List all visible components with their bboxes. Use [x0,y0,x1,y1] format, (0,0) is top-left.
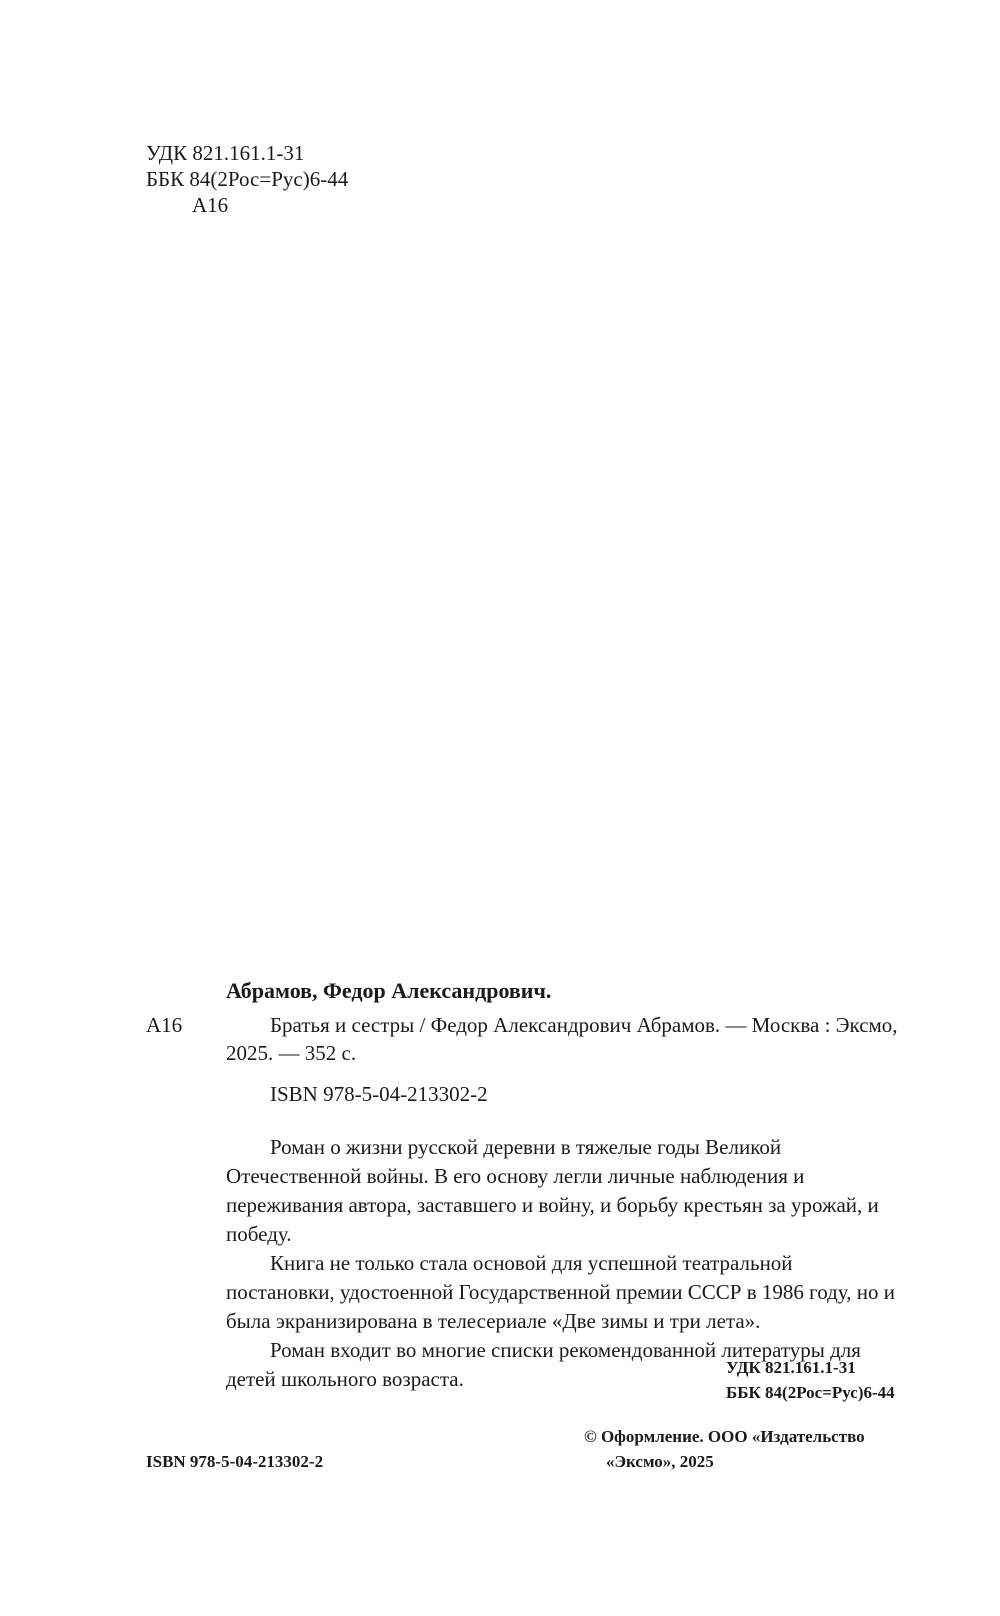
bbk-code: ББК 84(2Рос=Рус)6-44 [146,167,349,191]
card-isbn: ISBN 978-5-04-213302-2 [270,1082,488,1106]
top-classification-codes [146,140,348,218]
card-author-sign: А16 [146,1013,183,1037]
copyright-notice [584,1424,898,1474]
card-classification-codes [726,1355,898,1405]
card-udk: УДК 821.161.1-31 [726,1358,856,1377]
copyright-line-2: «Эксмо», 2025 [606,1452,714,1471]
annotation-paragraph: Роман входит во многие списки рекомендованной литературы для детей школьного возраста. [226,1338,861,1391]
footer-isbn: ISBN 978-5-04-213302-2 [146,1452,324,1471]
udk-code: УДК 821.161.1-31 [146,141,305,165]
annotation-paragraph: Книга не только стала основой для успешной театральной постановки, удостоенной Государственной премии СССР в 1986 году, но и была экранизирована в телесериале «Две зимы и три лета». [226,1251,895,1333]
author-sign: А16 [192,193,229,217]
card-title-statement [226,1011,898,1067]
card-bbk: ББК 84(2Рос=Рус)6-44 [726,1383,895,1402]
card-author: Абрамов, Федор Александрович. [226,978,552,1003]
title-statement-text: Братья и сестры / Федор Александрович Абрамов. — Москва : Эксмо, 2025. — 352 с. [226,1013,898,1065]
copyright-line-1: © Оформление. ООО «Издательство [584,1427,865,1446]
annotation-paragraph: Роман о жизни русской деревни в тяжелые годы Великой Отечественной войны. В его основу легли личные наблюдения и переживания автора, заставшего и войну, и борьбу крестьян за урожай, и победу. [226,1135,879,1246]
